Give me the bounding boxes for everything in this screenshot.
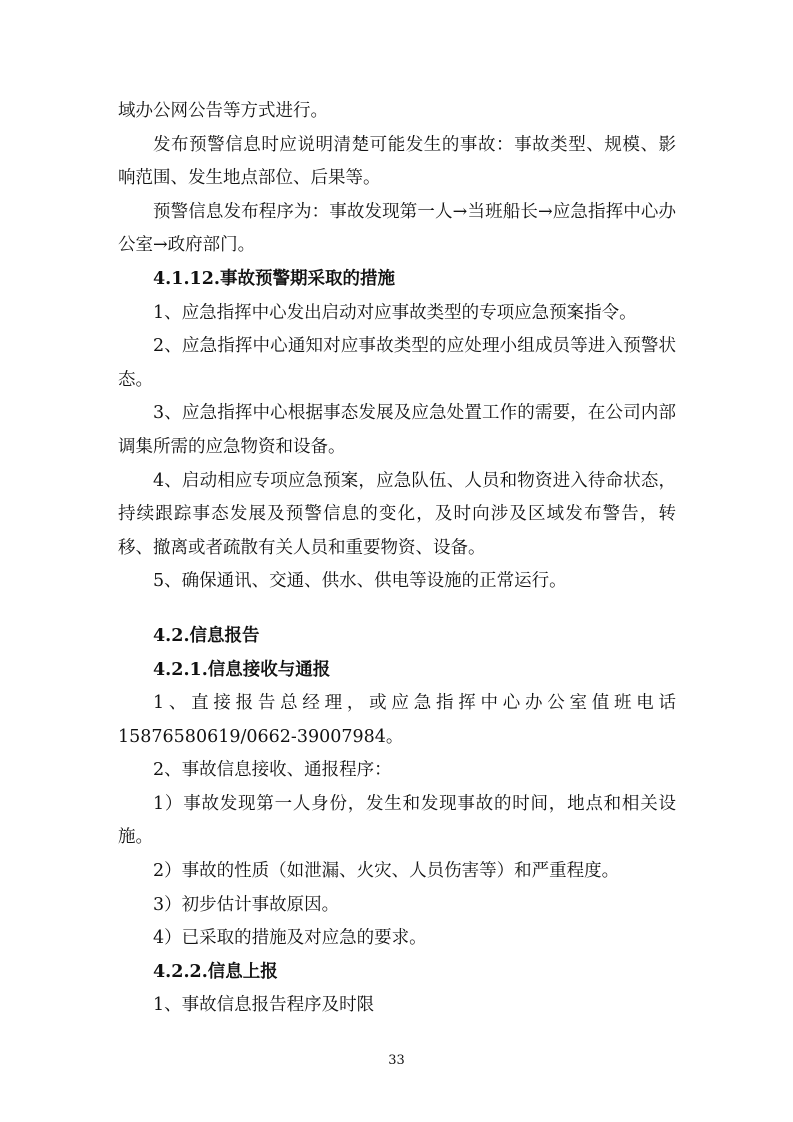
list-item-upload-1: 1、事故信息报告程序及时限	[153, 995, 375, 1016]
list-item-measure-1: 1、应急指挥中心发出启动对应事故类型的专项应急预案指令。	[153, 302, 637, 323]
paragraph-warning-content: 发布预警信息时应说明清楚可能发生的事故：事故类型、规模、影响范围、发生地点部位、后果等。	[118, 134, 676, 189]
list-item-report-1: 1、直接报告总经理，或应急指挥中心办公室值班电话15876580619/0662-39007984。	[118, 693, 676, 747]
section-gap	[118, 599, 676, 620]
sub-item-3: 3）初步估计事故原因。	[153, 894, 340, 915]
sub-item-4: 4）已采取的措施及对应急的要求。	[153, 928, 427, 949]
list-item-measure-2: 2、应急指挥中心通知对应事故类型的应处理小组成员等进入预警状态。	[118, 336, 676, 390]
paragraph-continuation: 域办公网公告等方式进行。	[118, 101, 328, 121]
list-item-measure-4: 4、启动相应专项应急预案，应急队伍、人员和物资进入待命状态，持续跟踪事态发展及预警信息的变化，及时向涉及区域发布警告，转移、撤离或者疏散有关人员和重要物资、设备。	[118, 470, 676, 558]
heading-4-2-1: 4.2.1.信息接收与通报	[153, 659, 331, 680]
heading-4-2-2: 4.2.2.信息上报	[153, 961, 278, 982]
list-item-measure-5: 5、确保通讯、交通、供水、供电等设施的正常运行。	[153, 571, 567, 592]
heading-4-2: 4.2.信息报告	[153, 625, 260, 646]
body-text	[118, 95, 676, 1023]
list-item-measure-3: 3、应急指挥中心根据事态发展及应急处置工作的需要，在公司内部调集所需的应急物资和设备。	[118, 403, 676, 457]
heading-4-1-12: 4.1.12.事故预警期采取的措施	[153, 268, 395, 289]
sub-item-2: 2）事故的性质（如泄漏、火灾、人员伤害等）和严重程度。	[153, 861, 620, 882]
paragraph-warning-procedure: 预警信息发布程序为：事故发现第一人→当班船长→应急指挥中心办公室→政府部门。	[118, 201, 676, 256]
page-number: 33	[388, 1053, 405, 1068]
sub-item-1: 1）事故发现第一人身份，发生和发现事故的时间，地点和相关设施。	[118, 793, 676, 848]
list-item-report-2: 2、事故信息接收、通报程序：	[153, 760, 392, 781]
